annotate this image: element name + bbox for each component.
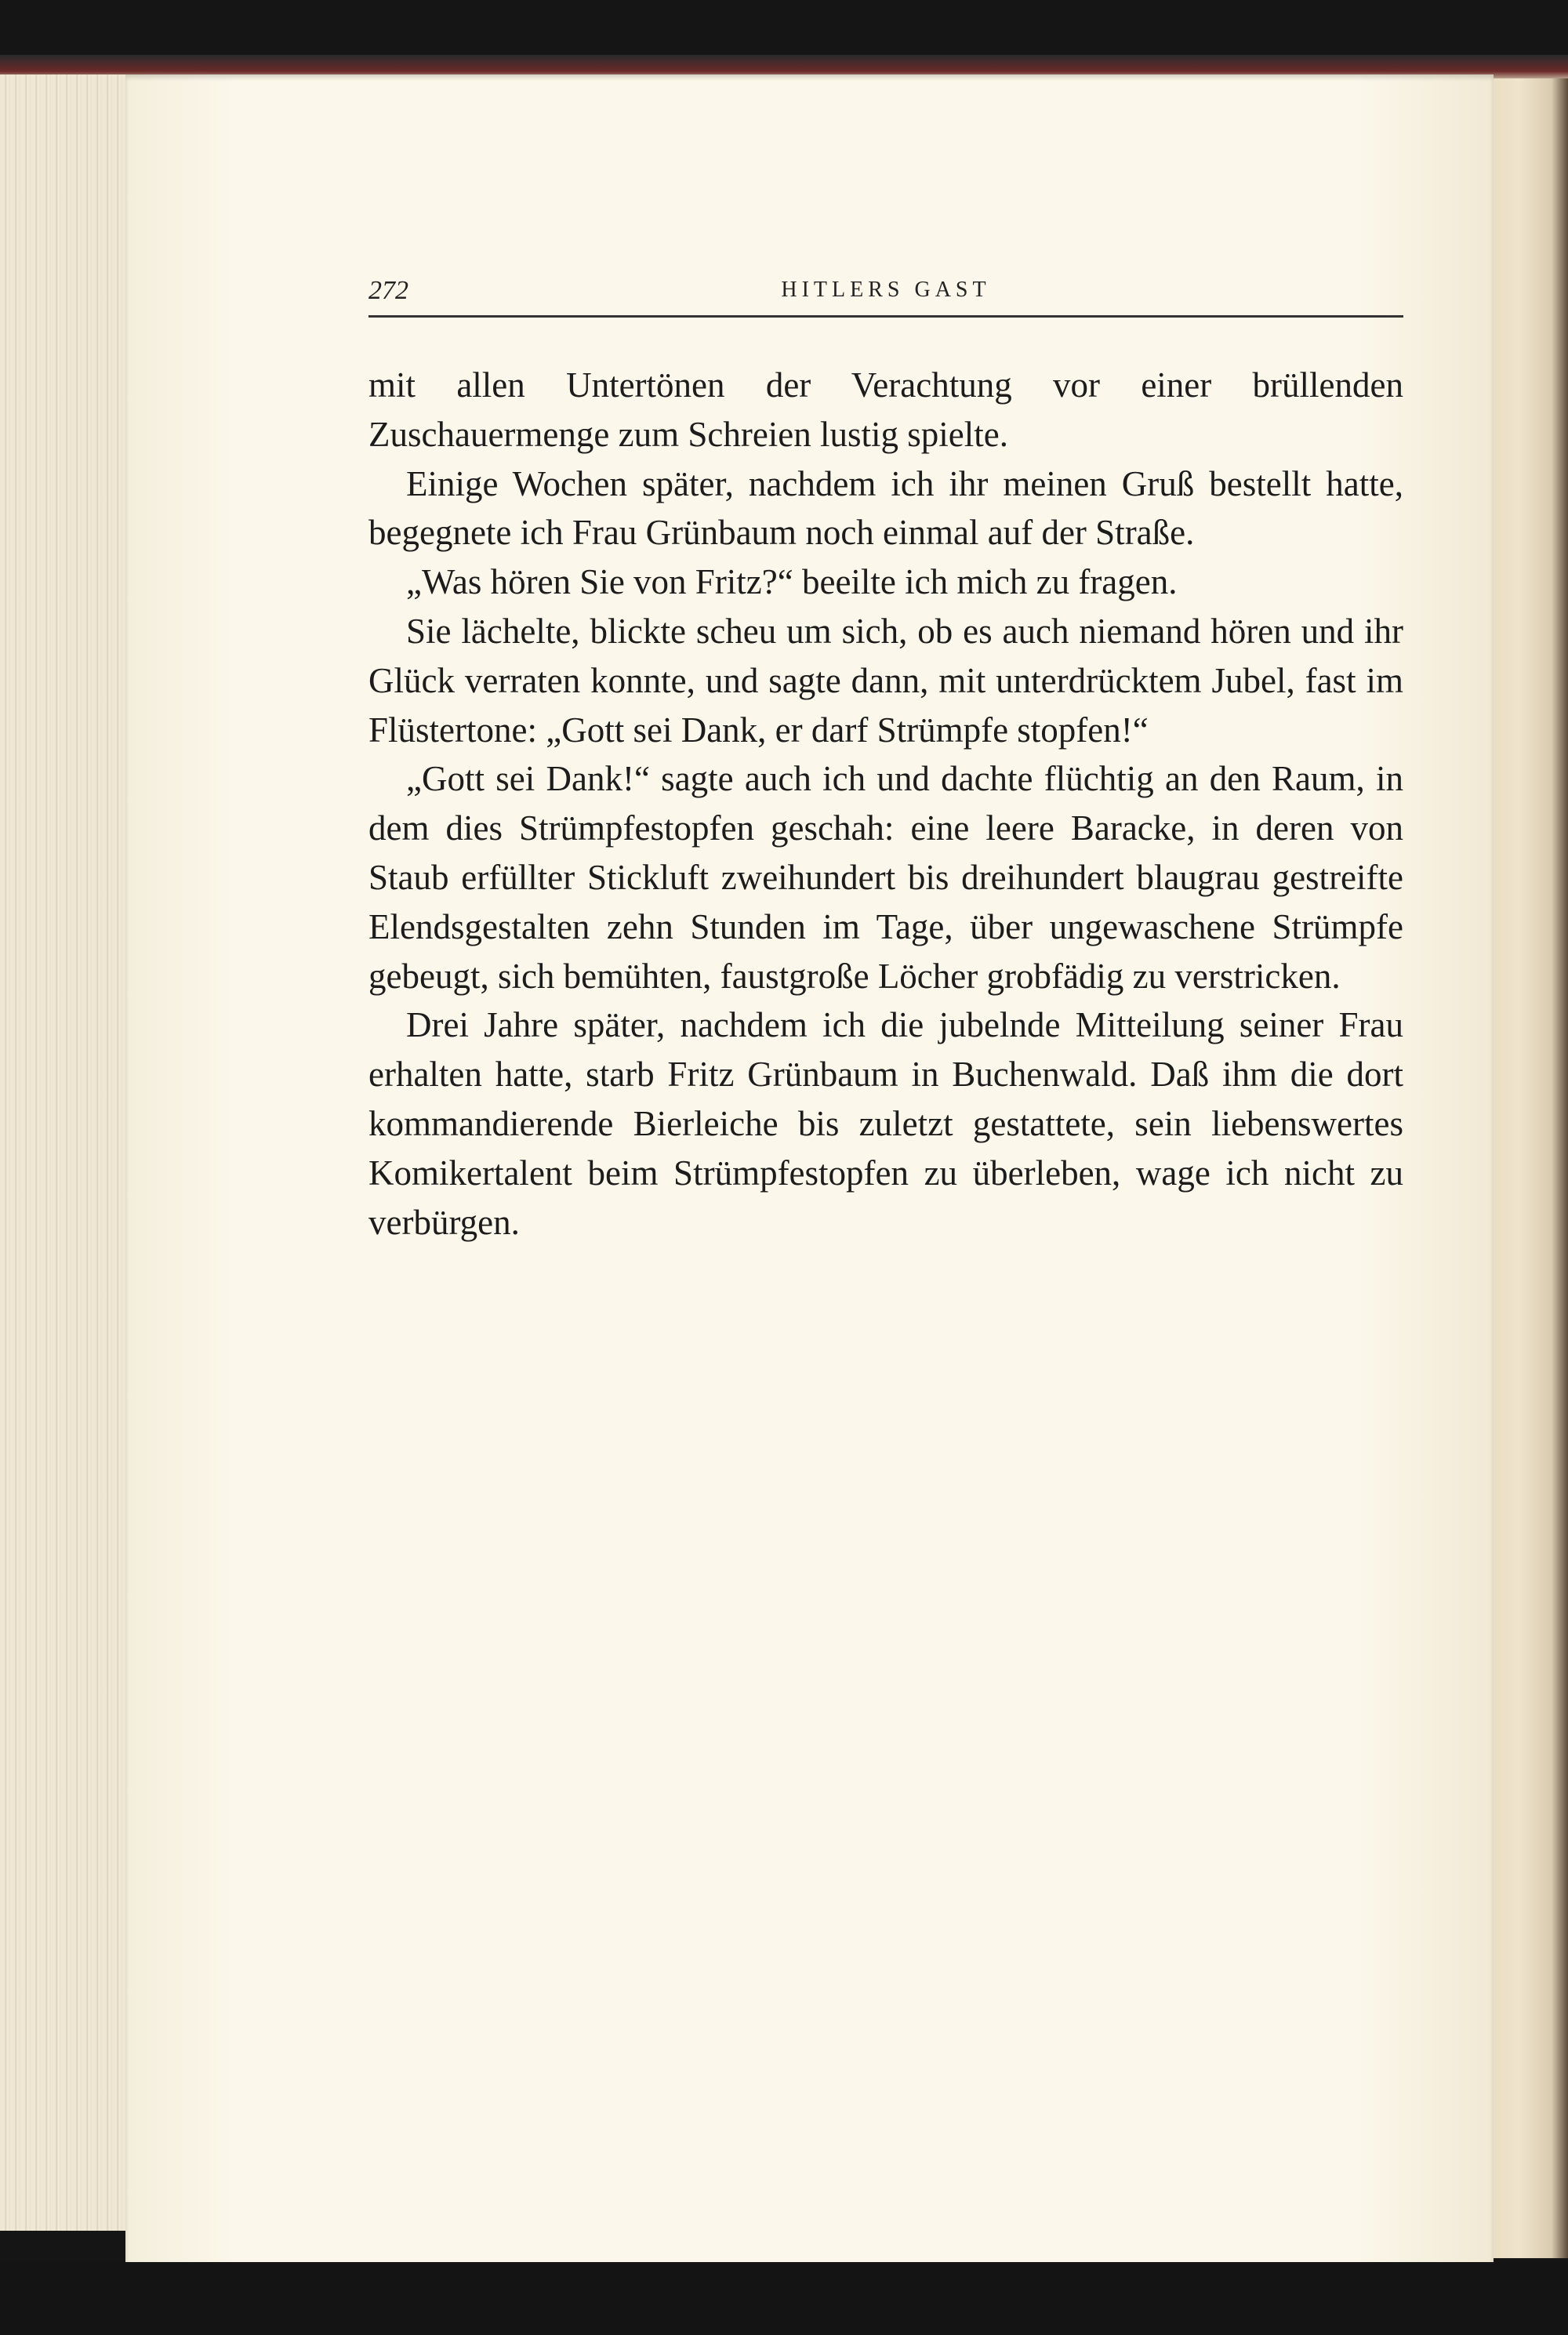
page-header <box>368 276 1403 318</box>
running-title: HITLERS GAST <box>781 278 991 302</box>
paragraph: „Was hören Sie von Fritz?“ beeilte ich mich zu fragen. <box>406 562 1178 602</box>
page-number: 272 <box>368 276 408 305</box>
paragraph: Sie lächelte, blickte scheu um sich, ob es auch niemand hören und ihr Glück verraten konnte, und sagte dann, mit unterdrücktem Jubel, fast im Flüstertone: „Gott sei Dank, er darf Strümpfe stopfen!“ <box>368 611 1403 750</box>
scan-bottom-background <box>0 2262 1568 2335</box>
body-text <box>368 361 1403 1247</box>
paragraph: Einige Wochen später, nachdem ich ihr meinen Gruß bestellt hatte, begegnete ich Frau Grünbaum noch einmal auf der Straße. <box>368 463 1403 553</box>
paragraph: Drei Jahre später, nachdem ich die jubelnde Mitteilung seiner Frau erhalten hatte, starb Fritz Grünbaum in Buchenwald. Daß ihm die dort kommandierende Bierleiche bis zuletzt gestattete, sein liebenswertes Komikertalent beim Strümpfestopfen zu überleben, wage ich nicht zu verbürgen. <box>368 1005 1403 1242</box>
right-page-edge <box>1486 78 1568 2258</box>
paragraph: „Gott sei Dank!“ sagte auch ich und dachte flüchtig an den Raum, in dem dies Strümpfestopfen geschah: eine leere Baracke, in deren von Staub erfüllter Stickluft zweihundert bis dreihundert blaugrau gestreifte Elendsgestalten zehn Stunden im Tage, über ungewaschene Strümpfe gebeugt, sich bemühten, faustgroße Löcher grobfädig zu verstricken. <box>368 759 1403 996</box>
paragraph: mit allen Untertönen der Verachtung vor einer brüllenden Zuschauermenge zum Schreien lustig spielte. <box>368 365 1403 454</box>
page-edges <box>0 74 127 2231</box>
